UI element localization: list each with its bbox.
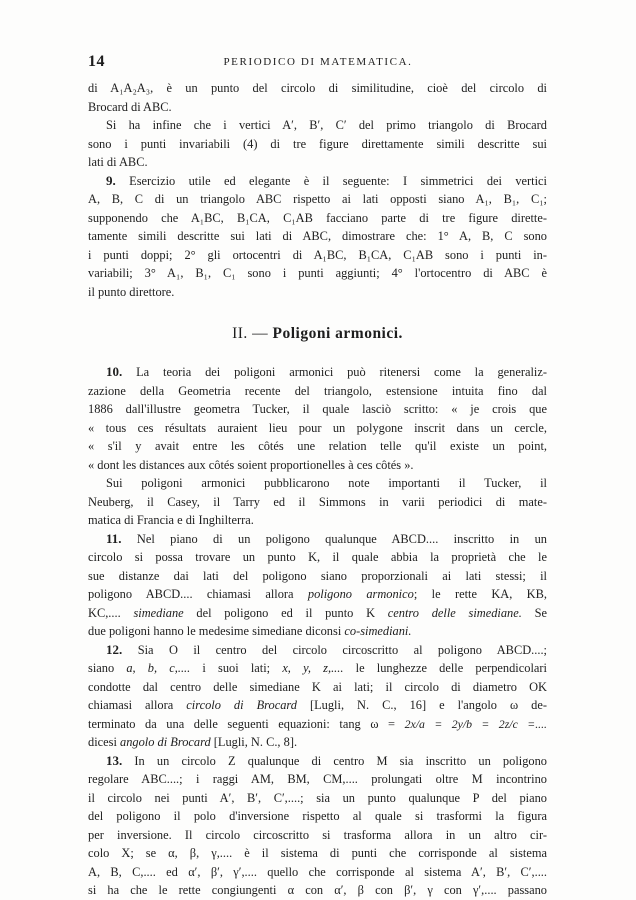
text-line: sue distanze dai lati del poligono siano proporzionali ai lati stessi; il — [88, 568, 547, 583]
text-line: poligono ABCD.... chiamasi allora poligono armonico; le rette KA, KB, — [88, 587, 547, 601]
text-line: tamente simili descritte sui lati di ABC, dimostrare che: 1° A, B, C sono — [88, 229, 547, 243]
text-line: colo X; se α, β, γ,.... è il sistema di punti che corrisponde al sistema — [88, 846, 547, 860]
paragraph-13-first-line: 13. In un circolo Z qualunque di centro M sia inscritto un poligono — [106, 752, 547, 768]
brocard-equation: 2x/a = 2y/b = 2z/c =.... — [404, 716, 547, 731]
page-header — [88, 53, 548, 73]
paragraph-number: 13. — [106, 752, 123, 768]
paragraph-number: 11. — [106, 530, 122, 546]
paragraph-12-first-line: 12. Sia O il centro del circolo circoscritto al poligono ABCD....; — [106, 641, 547, 657]
text-line: del poligono il polo d'inversione rispetto al quale si trasformi la figura — [88, 809, 547, 823]
paragraph-number: 9. — [106, 172, 116, 188]
text-line: siano a, b, c,.... i suoi lati; x, y, z,.... le lunghezze delle perpendicolari — [88, 661, 547, 675]
paragraph-number: 10. — [106, 364, 123, 379]
paragraph-11-first-line: 11. Nel piano di un poligono qualunque ABCD.... inscritto in un — [106, 530, 547, 546]
text-line: circolo si possa trovare un punto K, il quale abbia la proprietà che le — [88, 550, 547, 564]
text-line: i punti doppi; 2° gli ortocentri di A₁BC, B₁CA, C₁AB sono i punti in- — [88, 247, 547, 262]
text-line: di A₁A₂A₃, è un punto del circolo di similitudine, cioè del circolo di — [88, 81, 547, 95]
text-line: KC,.... simediane del poligono ed il punto K centro delle simediane. Se — [88, 605, 547, 620]
section-numeral: II. — — [232, 325, 269, 342]
text-line: 1886 dall'illustre geometra Tucker, il quale lasciò scritto: « je crois que — [88, 402, 547, 416]
text-line: si ha che le rette congiungenti α con α′, β con β′, γ con γ′,.... passano — [88, 883, 547, 897]
text-line: condotte dal centro delle simediane K ai lati; il circolo di diametro OK — [88, 679, 547, 694]
text-line: il punto direttore. — [88, 284, 175, 299]
text-line: regolare ABC....; i raggi AM, BM, CM,.... prolungati oltre M incontrino — [88, 772, 547, 786]
text-line: Brocard di ABC. — [88, 99, 172, 114]
text-line: lati di ABC. — [88, 155, 148, 169]
text-line: chiamasi allora circolo di Brocard [Lugli, N. C., 16] e l'angolo ω de- — [88, 698, 547, 712]
text-line: dicesi angolo di Brocard [Lugli, N. C., 8]. — [88, 735, 298, 749]
text-line: zazione della Geometria recente del triangolo, estensione intuita fino dal — [88, 383, 547, 398]
text-line: « s'il y avait entre les côtés une relation telle qu'il existe un point, — [88, 439, 547, 453]
term-simediane: simediane — [133, 605, 184, 620]
text-line: matica di Francia e di Inghilterra. — [88, 513, 254, 527]
text-line: « tous ces résultats auraient lieu pour un polygone inscrit dans un cercle, — [88, 420, 547, 435]
paragraph-9-first-line: 9. Esercizio utile ed elegante è il seguente: I simmetrici dei vertici — [106, 172, 547, 188]
section-heading — [88, 321, 547, 347]
text-line: « dont les distances aux côtés soient proportionelles à ces côtés ». — [88, 457, 414, 472]
section-title: Poligoni armonici. — [272, 325, 403, 342]
term-poligono-armonico: poligono armonico — [307, 587, 414, 601]
text-line: supponendo che A₁BC, B₁CA, C₁AB facciano parte di tre figure dirette- — [88, 210, 547, 225]
equation-line: terminato da una delle seguenti equazioni: tang ω = 2x/a = 2y/b = 2z/c =.... — [88, 716, 547, 731]
term-circolo-brocard: circolo di Brocard — [186, 698, 297, 712]
text-line: Si ha infine che i vertici A′, B′, C′ del primo triangolo di Brocard — [106, 118, 547, 132]
text-line: Sui poligoni armonici pubblicarono note importanti il Tucker, il — [106, 476, 547, 490]
running-title: PERIODICO DI MATEMATICA. — [223, 56, 413, 68]
text-line: il circolo nei punti A′, B′, C′,....; sia un punto qualunque P del piano — [88, 790, 547, 805]
term-co-simediani: co-simediani. — [344, 624, 412, 638]
text-line: A, B, C di un triangolo ABC rispetto ai lati opposti siano A₁, B₁, C₁; — [88, 192, 547, 206]
text-line: per inversione. Il circolo circoscritto si trasforma allora in un altro cir- — [88, 827, 547, 842]
page-body — [88, 79, 547, 900]
text-line: due poligoni hanno le medesime simediane diconsi co-simediani. — [88, 624, 412, 638]
page-number: 14 — [88, 53, 105, 70]
term-angolo-brocard: angolo di Brocard — [120, 735, 211, 749]
text-line: A, B, C,.... ed α′, β′, γ′,.... quello che corrisponde al sistema A′, B′, C′,.... — [88, 864, 547, 879]
text-line: variabili; 3° A₁, B₁, C₁ sono i punti aggiunti; 4° l'ortocentro di ABC è — [88, 266, 547, 280]
text-line: sono i punti invariabili (4) di tre figure direttamente simili descritte sui — [88, 136, 547, 151]
paragraph-number: 12. — [106, 641, 123, 657]
paragraph-10-first-line: 10. La teoria dei poligoni armonici può ritenersi come la generaliz- — [106, 364, 547, 379]
text-line: Neuberg, il Casey, il Tarry ed il Simmons in varii periodici di mate- — [88, 494, 547, 509]
term-centro-simediane: centro delle simediane. — [387, 605, 522, 620]
